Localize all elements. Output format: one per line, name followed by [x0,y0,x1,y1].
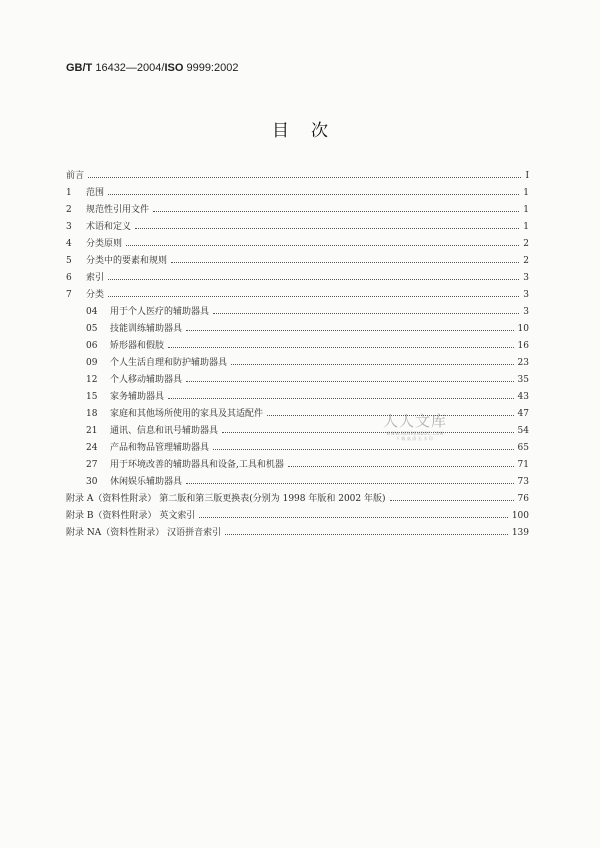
toc-entry-label: 用于环境改善的辅助器具和设备,工具和机器 [110,460,284,470]
watermark-logo [360,410,470,442]
toc-entry-label: 个人生活自理和防护辅助器具 [110,358,228,368]
watermark-sub-text: 下载高清无水印 [395,436,435,441]
toc-dot-leader [288,466,514,467]
std-code-number: 16432—2004/ [92,62,165,74]
toc-entry[interactable] [66,368,529,385]
toc-entry-label: 索引 [86,273,105,283]
toc-entry-page: 139 [511,528,529,538]
toc-entry-number: 6 [66,273,72,283]
toc-entry-page: 2 [523,256,529,266]
toc-entry-number: 27 [86,460,98,470]
toc-entry-number: 12 [86,375,98,385]
toc-entry[interactable] [66,266,529,283]
toc-entry-page: 16 [517,341,529,351]
toc-entry[interactable] [66,351,529,368]
toc-entry-page: 73 [517,477,529,487]
toc-entry-page: 3 [523,290,529,300]
toc-entry-number: 04 [86,307,98,317]
toc-entry-label: 分类中的要素和规则 [86,256,168,266]
toc-entry-label: 矫形器和假肢 [110,341,165,351]
toc-entry[interactable] [66,164,529,181]
toc-entry-label: 个人移动辅助器具 [110,375,183,385]
toc-dot-leader [225,534,508,535]
toc-dot-leader [171,262,519,263]
toc-entry[interactable] [66,504,529,521]
toc-entry-label: 用于个人医疗的辅助器具 [110,307,210,317]
toc-entry-number: 18 [86,409,98,419]
toc-entry-label: 附录 NA（资料性附录） 汉语拼音索引 [66,528,222,538]
toc-entry-page: I [525,171,529,181]
toc-entry-label: 产品和物品管理辅助器具 [110,443,210,453]
toc-entry-number: 15 [86,392,98,402]
toc-entry-label: 通讯、信息和讯号辅助器具 [110,426,219,436]
toc-entry[interactable] [66,232,529,249]
toc-entry-number: 3 [66,222,72,232]
toc-entry[interactable] [66,334,529,351]
toc-dot-leader [213,313,519,314]
toc-entry-label: 家庭和其他场所使用的家具及其适配件 [110,409,264,419]
toc-dot-leader [108,194,519,195]
toc-dot-leader [231,364,514,365]
toc-dot-leader [153,211,519,212]
toc-entry-number: 5 [66,256,72,266]
toc-entry-page: 65 [517,443,529,453]
toc-dot-leader [135,228,519,229]
toc-entry[interactable] [66,317,529,334]
toc-entry-page: 23 [517,358,529,368]
watermark-main-text: 人人文库 [382,412,447,430]
toc-entry-number: 2 [66,205,72,215]
toc-entry[interactable] [66,198,529,215]
toc-dot-leader [186,483,514,484]
toc-entry[interactable] [66,283,529,300]
toc-entry-page: 3 [523,273,529,283]
toc-entry-page: 1 [523,222,529,232]
toc-entry[interactable] [66,300,529,317]
toc-entry-label: 附录 B（资料性附录） 英文索引 [66,511,196,521]
toc-entry-number: 21 [86,426,98,436]
toc-entry-label: 家务辅助器具 [110,392,165,402]
toc-entry[interactable] [66,215,529,232]
toc-entry-page: 35 [517,375,529,385]
toc-entry-page: 10 [517,324,529,334]
toc-entry-number: 05 [86,324,98,334]
table-of-contents [66,164,529,538]
iso-code-bold: ISO [164,62,184,74]
toc-entry-page: 47 [517,409,529,419]
toc-entry-number: 30 [86,477,98,487]
toc-entry-label: 休闲娱乐辅助器具 [110,477,183,487]
std-code-bold: GB/T [66,62,93,74]
toc-entry-label: 规范性引用文件 [86,205,150,215]
toc-entry-number: 1 [66,188,72,198]
toc-entry-number: 4 [66,239,72,249]
toc-dot-leader [126,245,519,246]
toc-entry[interactable] [66,470,529,487]
toc-entry[interactable] [66,453,529,470]
toc-entry-page: 1 [523,188,529,198]
toc-entry-page: 1 [523,205,529,215]
toc-entry[interactable] [66,385,529,402]
toc-entry-label: 范围 [86,188,105,198]
toc-dot-leader [88,177,521,178]
toc-entry-label: 分类原则 [86,239,123,249]
page-title: 目次 [272,121,350,141]
toc-entry-label: 附录 A（资料性附录） 第二版和第三版更换表(分别为 1998 年版和 2002 年版) [66,494,386,504]
toc-entry-page: 54 [517,426,529,436]
toc-entry-label: 术语和定义 [86,222,132,232]
toc-entry[interactable] [66,181,529,198]
toc-entry-label: 前言 [66,171,85,181]
toc-entry-page: 3 [523,307,529,317]
toc-dot-leader [108,279,519,280]
toc-entry[interactable] [66,487,529,504]
toc-entry-label: 技能训练辅助器具 [110,324,183,334]
toc-entry-page: 2 [523,239,529,249]
toc-dot-leader [199,517,507,518]
toc-dot-leader [390,500,514,501]
toc-entry-number: 24 [86,443,98,453]
toc-dot-leader [213,449,514,450]
toc-entry-label: 分类 [86,290,105,300]
toc-entry[interactable] [66,249,529,266]
toc-dot-leader [168,398,514,399]
toc-dot-leader [186,330,514,331]
toc-entry-page: 100 [511,511,529,521]
iso-code-number: 9999:2002 [183,62,239,74]
toc-dot-leader [168,347,514,348]
toc-entry[interactable] [66,521,529,538]
toc-dot-leader [108,296,519,297]
toc-entry-number: 7 [66,290,72,300]
toc-dot-leader [186,381,514,382]
toc-entry-number: 06 [86,341,98,351]
toc-entry-page: 43 [517,392,529,402]
toc-entry-number: 09 [86,358,98,368]
watermark-url: WWW.RENRENDOC.COM [386,431,444,436]
standard-code [66,62,238,74]
toc-entry-page: 76 [517,494,529,504]
toc-entry-page: 71 [517,460,529,470]
